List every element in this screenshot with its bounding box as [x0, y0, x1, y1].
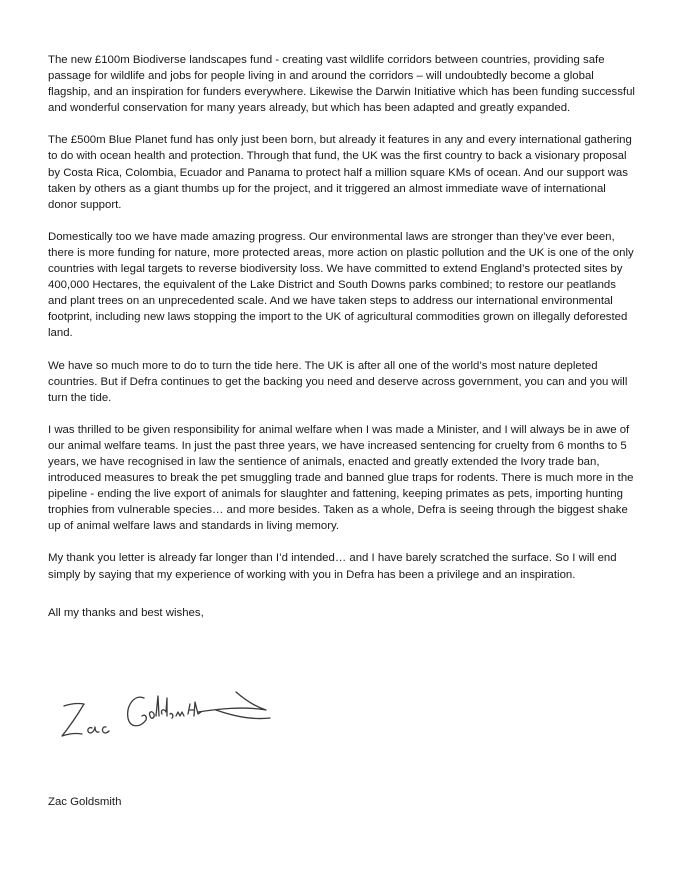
- closing-line: All my thanks and best wishes,: [48, 606, 204, 619]
- handwritten-signature: [48, 676, 288, 756]
- paragraph-blue-planet-fund: The £500m Blue Planet fund has only just been born, but already it features in any and every international gathering to do with ocean health and protection. Through that fund, the UK was the first country to back a visionary proposal by Costa Rica, Colombia, Ecuador and Panama to protect half a million square KMs of ocean. And our support was taken by others as a giant thumbs up for the project, and it triggered an almost immediate wave of international donor support.: [48, 134, 632, 211]
- paragraph-thank-you: My thank you letter is already far longer than I’d intended… and I have barely scratched the surface. So I will end simply by saying that my experience of working with you in Defra has been a privilege and an inspiration.: [48, 552, 617, 581]
- paragraph-turn-the-tide: We have so much more to do to turn the tide here. The UK is after all one of the world’s most nature depleted countries. But if Defra continues to get the backing you need and deserve across government, you can and you will turn the tide.: [48, 359, 628, 404]
- signature-drawing: [48, 676, 288, 756]
- paragraph-animal-welfare: I was thrilled to be given responsibility for animal welfare when I was made a Minister, and I will always be in awe of our animal welfare teams. In just the past three years, we have increased sentencing for cruelty from 6 months to 5 years, we have recognised in law the sentience of animals, enacted and greatly extended the Ivory trade ban, introduced measures to break the pet smuggling trade and banned glue traps for rodents. There is much more in the pipeline - ending the live export of animals for slaughter and fattening, keeping primates as pets, importing hunting trophies from vulnerable species… and more besides. Taken as a whole, Defra is seeing through the biggest shake up of animal welfare laws and standards in living memory.: [48, 423, 634, 533]
- letter-body: [48, 52, 636, 637]
- paragraph-domestic-progress: Domestically too we have made amazing progress. Our environmental laws are stronger than they’ve ever been, there is more funding for nature, more protected areas, more action on plastic pollution and the UK is one of the only countries with legal targets to reverse biodiversity loss. We have committed to extend England’s protected sites by 400,000 Hectares, the equivalent of the Lake District and South Downs parks combined; to restore our peatlands and plant trees on an unprecedented scale. And we have taken steps to address our international environmental footprint, including new laws stopping the import to the UK of agricultural commodities grown on illegally deforested land.: [48, 230, 634, 340]
- signatory-name: Zac Goldsmith: [48, 796, 122, 808]
- paragraph-biodiverse-fund: The new £100m Biodiverse landscapes fund - creating vast wildlife corridors between countries, providing safe passage for wildlife and jobs for people living in and around the corridors – will undoubtedly become a global flagship, and an inspiration for funders everywhere. Likewise the Darwin Initiative which has been funding successful and wonderful conservation for many years already, but which has been adapted and greatly expanded.: [48, 54, 635, 115]
